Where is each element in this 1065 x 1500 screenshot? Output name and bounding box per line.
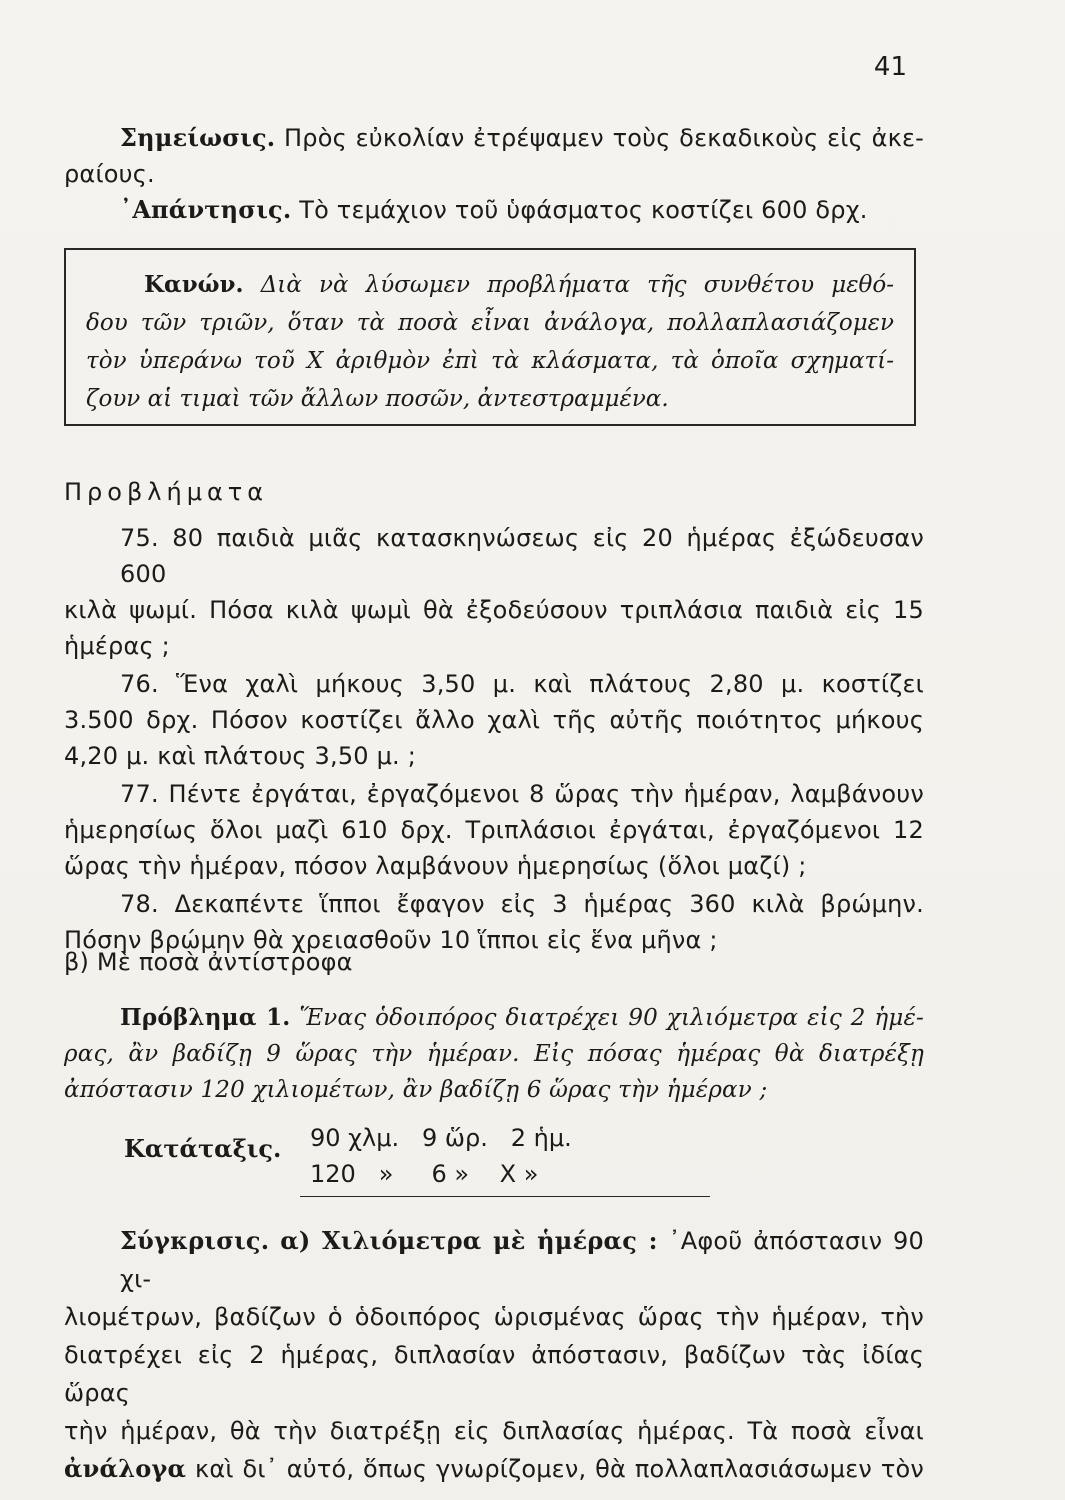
answer-paragraph bbox=[64, 192, 924, 228]
note-label: Σημείωσις. bbox=[120, 123, 276, 152]
problem-77-line-3: ὥρας τὴν ἡμέραν, πόσον λαμβάνουν ἡμερησίως (ὅλοι μαζί) ; bbox=[64, 852, 807, 880]
comparison-line-4: τὴν ἡμέραν, θὰ τὴν διατρέξῃ εἰς διπλασίας ἡμέρας. Τὰ ποσὰ εἶναι bbox=[64, 1417, 924, 1445]
arrangement-underline bbox=[300, 1196, 710, 1197]
problems-heading: Προβλήματα bbox=[64, 478, 269, 506]
problem-76 bbox=[64, 666, 924, 774]
problem-1 bbox=[64, 1000, 924, 1108]
arrangement-table bbox=[124, 1124, 684, 1200]
problems-list bbox=[64, 520, 924, 958]
comparison-line-2: λιομέτρων, βαδίζων ὁ ὁδοιπόρος ὡρισμένας ὥρας τὴν ἡμέραν, τὴν bbox=[64, 1303, 924, 1331]
note-line-2: ραίους. bbox=[64, 160, 155, 188]
page-number: 41 bbox=[873, 52, 907, 82]
problem-1-label: Πρόβλημα 1. bbox=[120, 1004, 291, 1031]
answer-text: Τὸ τεμάχιον τοῦ ὑφάσματος κοστίζει 600 δρχ. bbox=[299, 196, 868, 224]
note-line-1: Πρὸς εὐκολίαν ἐτρέψαμεν τοὺς δεκαδικοὺς εἰς ἀκε- bbox=[284, 124, 924, 152]
problem-78-line-1: 78. Δεκαπέντε ἵπποι ἔφαγον εἰς 3 ἡμέρας 360 κιλὰ βρώμην. bbox=[120, 890, 924, 918]
problem-77-line-1: 77. Πέντε ἐργάται, ἐργαζόμενοι 8 ὥρας τὴν ἡμέραν, λαμβάνουν bbox=[120, 780, 924, 808]
arrangement-label: Κατάταξις. bbox=[124, 1134, 282, 1163]
rule-text bbox=[86, 266, 894, 418]
comparison-label: Σύγκρισις. bbox=[120, 1226, 270, 1255]
problem-76-line-1: 76. Ἕνα χαλὶ μήκους 3,50 μ. καὶ πλάτους 2,80 μ. κοστίζει bbox=[120, 670, 924, 698]
comparison-bold-word: ἀνάλογα bbox=[64, 1454, 187, 1483]
problem-75-line-3: ἡμέρας ; bbox=[64, 632, 170, 660]
answer-label: ᾿Απάντησις. bbox=[120, 195, 292, 224]
note-paragraph bbox=[64, 120, 924, 192]
rule-line-2: δου τῶν τριῶν, ὅταν τὰ ποσὰ εἶναι ἀνάλογα, πολλαπλασιάζομεν bbox=[86, 310, 894, 336]
comparison-line-3: διατρέχει εἰς 2 ἡμέρας, διπλασίαν ἀπόστασιν, βαδίζων τὰς ἰδίας ὥρας bbox=[64, 1341, 924, 1407]
section-b bbox=[64, 944, 924, 980]
comparison-paragraph bbox=[64, 1222, 924, 1488]
rule-line-3: τὸν ὑπεράνω τοῦ X ἀριθμὸν ἐπὶ τὰ κλάσματα, τὰ ὁποῖα σχηματί- bbox=[86, 348, 894, 374]
problem-78-line-2: Πόσην βρώμην θὰ χρειασθοῦν 10 ἵπποι εἰς ἕνα μῆνα ; bbox=[64, 926, 718, 954]
problem-76-line-2: 3.500 δρχ. Πόσον κοστίζει ἄλλο χαλὶ τῆς αὐτῆς ποιότητος μήκους bbox=[64, 706, 924, 734]
arrangement-row-2: 120 » 6 » X » bbox=[310, 1160, 539, 1188]
problem-1-line-3: ἀπόστασιν 120 χιλιομέτων, ἂν βαδίζῃ 6 ὥρας τὴν ἡμέραν ; bbox=[64, 1077, 768, 1103]
problem-75-line-1: 75. 80 παιδιὰ μιᾶς κατασκηνώσεως εἰς 20 ἡμέρας ἐξώδευσαν 600 bbox=[120, 524, 924, 588]
rule-line-4: ζουν αἱ τιμαὶ τῶν ἄλλων ποσῶν, ἀντεστραμμένα. bbox=[86, 386, 669, 412]
comparison-line-5: καὶ δι᾿ αὐτό, ὅπως γνωρίζομεν, θὰ πολλαπλασιάσωμεν τὸν bbox=[194, 1455, 924, 1483]
comparison-sub-label: α) Χιλιόμετρα μὲ ἡμέρας : bbox=[280, 1226, 658, 1255]
problem-1-line-1: Ἕνας ὁδοιπόρος διατρέχει 90 χιλιόμετρα εἰς 2 ἡμέ- bbox=[299, 1005, 924, 1031]
problem-76-line-3: 4,20 μ. καὶ πλάτους 3,50 μ. ; bbox=[64, 742, 416, 770]
arrangement-row-1: 90 χλμ. 9 ὥρ. 2 ἡμ. bbox=[310, 1124, 572, 1152]
problems-section bbox=[64, 474, 924, 510]
rule-label: Κανών. bbox=[144, 271, 244, 298]
problem-75-line-2: κιλὰ ψωμί. Πόσα κιλὰ ψωμὶ θὰ ἐξοδεύσουν τριπλάσια παιδιὰ εἰς 15 bbox=[64, 596, 924, 624]
comparison-line-1: ᾿Αφοῦ ἀπόστασιν 90 χι- bbox=[120, 1227, 924, 1293]
problem-77 bbox=[64, 776, 924, 884]
section-b-heading: β) Μὲ ποσὰ ἀντίστροφα bbox=[64, 948, 353, 976]
problem-77-line-2: ἡμερησίως ὅλοι μαζὶ 610 δρχ. Τριπλάσιοι ἐργάται, ἐργαζόμενοι 12 bbox=[64, 816, 924, 844]
rule-line-1: Διὰ νὰ λύσωμεν προβλήματα τῆς συνθέτου μεθό- bbox=[260, 272, 895, 298]
problem-1-line-2: ρας, ἂν βαδίζῃ 9 ὥρας τὴν ἡμέραν. Εἰς πόσας ἡμέρας θὰ διατρέξῃ bbox=[64, 1041, 924, 1067]
problem-75 bbox=[64, 520, 924, 664]
